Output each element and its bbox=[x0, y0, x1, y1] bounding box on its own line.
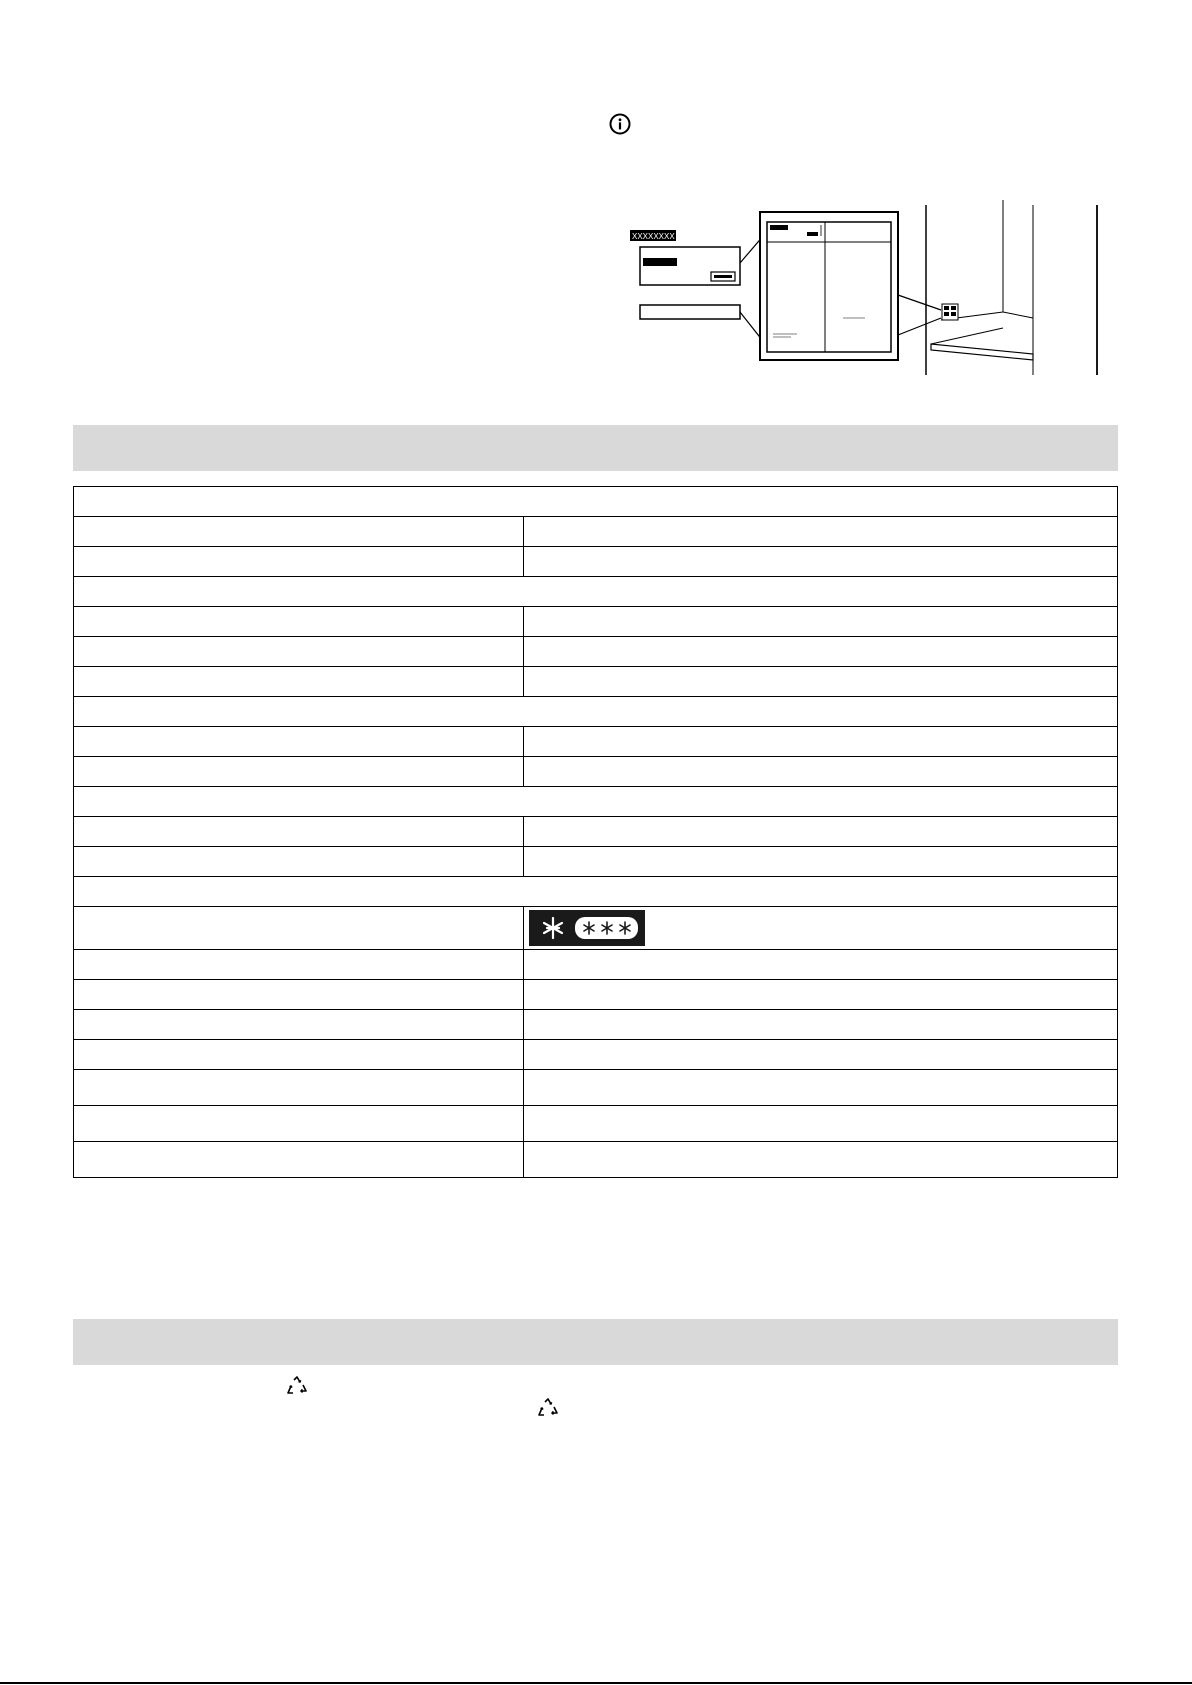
table-cell bbox=[524, 980, 1118, 1010]
table-cell bbox=[524, 547, 1118, 577]
table-row bbox=[74, 667, 1118, 697]
table-cell bbox=[74, 727, 524, 757]
table-cell bbox=[74, 1106, 524, 1142]
table-row bbox=[74, 950, 1118, 980]
table-section-row bbox=[74, 877, 1118, 907]
table-row bbox=[74, 547, 1118, 577]
table-cell bbox=[524, 667, 1118, 697]
table-cell bbox=[74, 697, 1118, 727]
recycle-icon bbox=[536, 1397, 560, 1421]
table-row bbox=[74, 1106, 1118, 1142]
specification-table bbox=[73, 486, 1118, 1178]
table-cell bbox=[74, 1142, 524, 1178]
page-bottom-rule bbox=[0, 1682, 1192, 1684]
table-cell bbox=[74, 637, 524, 667]
table-cell bbox=[524, 847, 1118, 877]
table-cell bbox=[74, 757, 524, 787]
table-cell bbox=[524, 1010, 1118, 1040]
table-cell bbox=[74, 1040, 524, 1070]
table-row bbox=[74, 1142, 1118, 1178]
table-cell bbox=[524, 817, 1118, 847]
freezer-star-rating-icon bbox=[529, 910, 645, 946]
table-row bbox=[74, 1070, 1118, 1106]
table-section-row bbox=[74, 787, 1118, 817]
table-row bbox=[74, 637, 1118, 667]
section-header-band-environment bbox=[73, 1319, 1118, 1365]
table-cell bbox=[524, 1070, 1118, 1106]
table-cell bbox=[74, 817, 524, 847]
label-code: XXXXXXXX bbox=[632, 232, 675, 241]
table-cell bbox=[74, 787, 1118, 817]
table-cell bbox=[524, 1106, 1118, 1142]
table-cell bbox=[524, 1142, 1118, 1178]
table-cell bbox=[74, 547, 524, 577]
table-cell bbox=[524, 907, 1118, 950]
table-cell bbox=[74, 607, 524, 637]
table-row bbox=[74, 757, 1118, 787]
table-cell bbox=[74, 950, 524, 980]
table-cell bbox=[74, 1070, 524, 1106]
table-cell bbox=[74, 1010, 524, 1040]
table-row bbox=[74, 517, 1118, 547]
table-cell bbox=[524, 1040, 1118, 1070]
recycle-icon bbox=[285, 1375, 309, 1399]
table-section-row bbox=[74, 577, 1118, 607]
table-section-row bbox=[74, 697, 1118, 727]
table-row bbox=[74, 817, 1118, 847]
table-cell bbox=[524, 607, 1118, 637]
table-cell bbox=[74, 517, 524, 547]
table-row bbox=[74, 847, 1118, 877]
table-cell bbox=[74, 577, 1118, 607]
table-row bbox=[74, 1010, 1118, 1040]
table-cell bbox=[524, 727, 1118, 757]
section-header-band-technical bbox=[73, 425, 1118, 471]
table-cell bbox=[524, 637, 1118, 667]
table-row bbox=[74, 1040, 1118, 1070]
table-row bbox=[74, 980, 1118, 1010]
table-cell bbox=[74, 907, 524, 950]
table-row bbox=[74, 727, 1118, 757]
table-cell bbox=[74, 980, 524, 1010]
table-cell bbox=[524, 757, 1118, 787]
table-row bbox=[74, 907, 1118, 950]
rating-plate-illustration bbox=[625, 200, 1105, 380]
table-cell bbox=[74, 847, 524, 877]
table-cell bbox=[74, 877, 1118, 907]
table-row bbox=[74, 607, 1118, 637]
info-icon bbox=[609, 113, 631, 135]
table-cell bbox=[524, 517, 1118, 547]
table-section-row bbox=[74, 487, 1118, 517]
table-cell bbox=[74, 487, 1118, 517]
table-cell bbox=[524, 950, 1118, 980]
table-cell bbox=[74, 667, 524, 697]
